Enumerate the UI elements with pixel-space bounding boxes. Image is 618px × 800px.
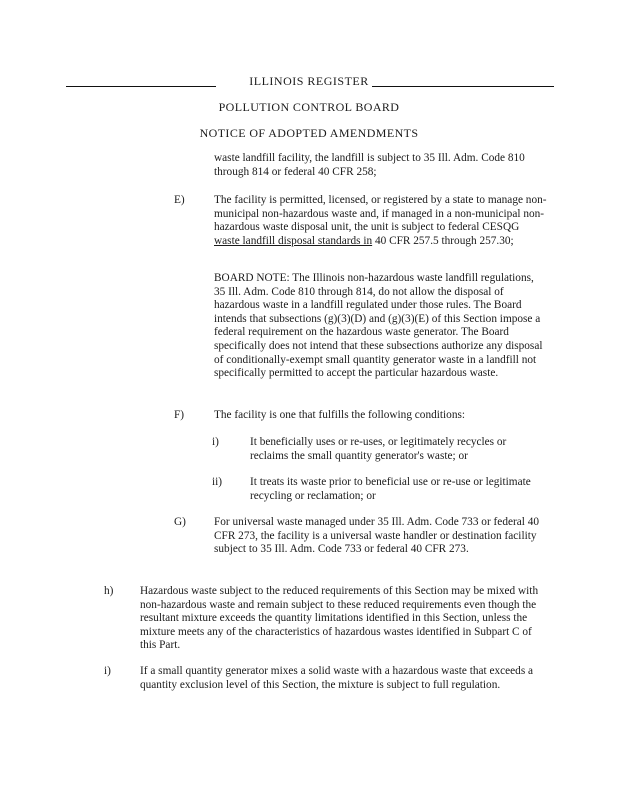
item-e-underlined-text: waste landfill disposal standards in [214, 234, 373, 247]
item-h-text: Hazardous waste subject to the reduced requirements of this Section may be mixed with non-hazardous waste and remain subject to these reduced requirements even though the resultant mixture exceeds the quantity limitations identified in this Section, unless the mixture meets any of the characteristics of hazardous wastes identified in Subpart C of this Part. [140, 585, 539, 652]
item-f-ii-label: ii) [212, 476, 223, 488]
item-e-text [214, 194, 547, 248]
agency-title: POLLUTION CONTROL BOARD [218, 100, 400, 114]
item-i-label: i) [104, 665, 111, 677]
notice-title: NOTICE OF ADOPTED AMENDMENTS [199, 126, 419, 140]
item-g-label: G) [174, 516, 186, 528]
item-h-label: h) [104, 585, 114, 597]
item-i-text: If a small quantity generator mixes a solid waste with a hazardous waste that exceeds a quantity exclusion level of this Section, the mixture is subject to full regulation. [140, 665, 534, 691]
item-f-i-label: i) [212, 436, 219, 448]
item-f-i-text: It beneficially uses or re-uses, or legitimately recycles or reclaims the small quantity generator's waste; or [250, 436, 507, 462]
item-g-text: For universal waste managed under 35 Ill. Adm. Code 733 or federal 40 CFR 273, the facility is a universal waste handler or destination facility subject to 35 Ill. Adm. Code 733 or federal 40 CFR 273. [214, 516, 540, 556]
item-f-text: The facility is one that fulfills the following conditions: [214, 409, 465, 421]
item-e-text-a: The facility is permitted, licensed, or registered by a state to manage non-municipal non-hazardous waste and, if managed in a non-municipal non-hazardous waste disposal unit, the unit is subject to federal CESQG [214, 194, 547, 234]
register-title: ILLINOIS REGISTER [249, 74, 369, 88]
continuation-paragraph: waste landfill facility, the landfill is subject to 35 Ill. Adm. Code 810 through 814 or federal 40 CFR 258; [214, 152, 525, 178]
item-e-text-b: 40 CFR 257.5 through 257.30; [372, 234, 514, 247]
item-f-ii-text: It treats its waste prior to beneficial use or re-use or legitimate recycling or reclamation; or [250, 476, 531, 502]
item-e-label: E) [174, 194, 185, 206]
board-note: BOARD NOTE: The Illinois non-hazardous waste landfill regulations, 35 Ill. Adm. Code 810 through 814, do not allow the disposal of hazardous waste in a landfill regulated under those rules. The Board intends that subsections (g)(3)(D) and (g)(3)(E) of this Section impose a federal requirement on the hazardous waste generator. The Board specifically does not intend that these subsections authorize any disposal of conditionally-exempt small quantity generator waste in a landfill not specifically permitted to accept the particular hazardous waste. [214, 272, 543, 380]
item-f-label: F) [174, 409, 185, 421]
